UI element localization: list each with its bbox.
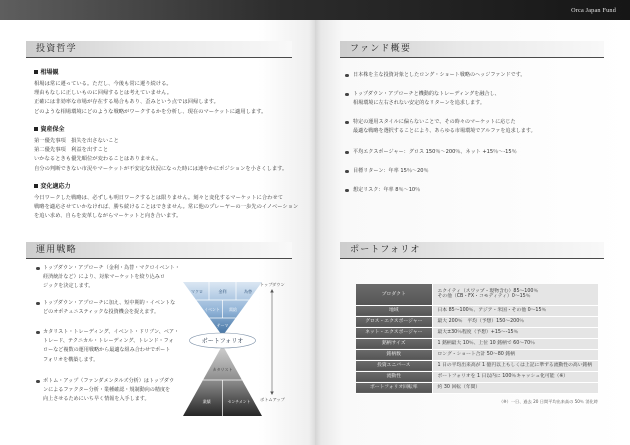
strategy-bullet — [43, 328, 179, 365]
square-marker-icon — [34, 127, 38, 131]
diagram-label: マクロ — [191, 289, 203, 294]
table-row — [356, 316, 598, 327]
bottom-up-label: ボトムアップ — [260, 397, 285, 402]
row-value: 日本 85～100％、アジア・米国・その他 0～15％ — [432, 305, 598, 316]
overview-bullet — [353, 71, 525, 80]
text-line: 目標リターン：年率 15％～20％ — [353, 168, 429, 174]
row-value: 1 日の平均出来高が 1 億円以上もしくは上記に準ずる流動性の高い銘柄 — [432, 360, 598, 371]
row-label: 銘柄数 — [356, 349, 432, 360]
text-line: 理由もなしに正しいものに回帰するとは考えていません。 — [34, 90, 173, 97]
diagram-label: イベント — [204, 307, 220, 312]
text-line: トレード、テクニカル・トレーディング、トレンド・フォ — [43, 338, 174, 345]
value-line: その他（CB・FX・コモディティ）0～15％ — [437, 294, 531, 300]
row-value: 最大±30％程度（予想）+15～-15％ — [432, 327, 598, 338]
overview-bullet — [353, 186, 420, 195]
text-line: ボトム・アップ（ファンダメンタルズ分析）はトップダウ — [43, 378, 174, 384]
table-row — [356, 349, 598, 360]
overview-bullet — [353, 167, 429, 176]
portfolio-center-label: ポートフォリオ — [201, 337, 244, 345]
subhead-market-view — [34, 69, 59, 76]
overview-bullet — [353, 118, 536, 136]
text-line: フォリオを構築します。 — [43, 356, 99, 363]
text-line: 日本株を主な投資対象としたロング・ショート戦略のヘッジファンドです。 — [353, 72, 526, 78]
text-line: トップダウン・アプローチと機動的なトレーディングを融合し、 — [353, 91, 500, 97]
overview-heading — [340, 41, 604, 58]
table-row — [356, 360, 598, 371]
diagram-label: テーマ — [216, 323, 229, 328]
portfolio-heading — [340, 242, 604, 259]
subhead-adaptability — [34, 183, 71, 190]
subhead-label: 相場観 — [40, 69, 59, 76]
row-label: 銘柄サイズ — [356, 338, 432, 349]
text-line: 特定の運用スタイルに偏らないことで、その時々のマーケットに応じた — [353, 119, 516, 125]
text-line: 平均エクスポージャー：グロス 150％～200％、ネット +15％～-15％ — [353, 149, 517, 155]
row-value — [432, 284, 598, 305]
square-marker-icon — [34, 70, 38, 74]
portfolio-title: ポートフォリオ — [350, 245, 421, 255]
brand-name: Orca Japan Fund — [571, 7, 616, 14]
top-header-bar — [0, 0, 630, 20]
adaptability-text — [34, 194, 298, 222]
row-label: 投資ユニバース — [356, 360, 432, 371]
market-view-text — [34, 80, 266, 117]
arrow-head-down-icon — [270, 392, 274, 396]
row-label: ネット・エクスポージャー — [356, 327, 432, 338]
row-value: 約 30 回転（年間） — [432, 382, 598, 393]
row-label: ポートフォリオ回転率 — [356, 382, 432, 393]
table-row — [356, 284, 598, 305]
page-fold — [309, 20, 321, 445]
square-marker-icon — [34, 184, 38, 188]
text-line: 今日ワークした戦略は、必ずしも明日ワークするとは限りません。刻々と変化するマーケットに合わせて — [34, 195, 284, 201]
text-line: いかなるときも優先順位が変わることはありません。 — [34, 156, 162, 163]
text-line: 第一優先事項 損失を出さないこと — [34, 138, 119, 144]
table-row — [356, 371, 598, 382]
row-label: グロス・エクスポージャー — [356, 316, 432, 327]
row-value: 1 銘柄最大 10％、上位 10 銘柄で 60～70％ — [432, 338, 598, 349]
row-value: 最大 200％ 平均（予想）150～200％ — [432, 316, 598, 327]
text-line: どのオポチュニスティックな投資機会を捉えます。 — [43, 309, 160, 316]
strategy-title: 運用戦略 — [36, 245, 77, 255]
overview-title: ファンド概要 — [350, 44, 412, 54]
subhead-label: 資産保全 — [40, 126, 65, 133]
subhead-capital-preservation — [34, 126, 65, 133]
philosophy-title: 投資哲学 — [36, 44, 77, 54]
text-line: 自分の判断できない市況やマーケットが不安定な状況になった時には速やかにポジションを小さくします。 — [34, 165, 288, 172]
diagram-label: センチメント — [227, 399, 251, 404]
text-line: ローなど複数の運用戦略から最適な組み合わせでポート — [43, 347, 171, 354]
arrow-head-up-icon — [270, 289, 274, 293]
text-line: ジックを決定します。 — [43, 283, 94, 290]
diagram-label: 需給 — [229, 307, 237, 312]
row-label: 地域 — [356, 305, 432, 316]
text-line: トップダウン・アプローチに加え、短中期的・イベントな — [43, 300, 176, 306]
philosophy-heading — [26, 41, 292, 58]
text-line: トップダウン・アプローチ（金利・為替・マクロイベント・ — [43, 265, 180, 271]
text-line: 第二優先事項 利益を出すこと — [34, 147, 109, 154]
table-row — [356, 382, 598, 393]
text-line: 相場環境に左右されない安定的なリターンを追求します。 — [353, 100, 485, 107]
row-label: プロダクト — [356, 284, 432, 305]
text-line: を追い求め、自らを変革しながらマーケットと向き合います。 — [34, 213, 182, 220]
diagram-label: 為替 — [244, 289, 252, 294]
top-down-label: トップダウン — [260, 282, 285, 287]
diagram-label: 業績 — [202, 399, 211, 404]
text-line: どのような相場環境にどのような戦略がワークするかを分析し、現在のマーケットに適用します。 — [34, 108, 267, 115]
strategy-bullet — [43, 264, 180, 292]
overview-bullet — [353, 90, 500, 108]
strategy-bullet — [43, 377, 174, 405]
table-footnote: （※）一日、過去 20 日間平均出来高の 50％ 消化時 — [498, 399, 598, 404]
text-line: 想定リスク：年率 8％～10％ — [353, 187, 421, 193]
row-label: 流動性 — [356, 371, 432, 382]
diagram-label: カタリスト — [212, 367, 233, 372]
capital-preservation-text — [34, 137, 287, 174]
portfolio-table — [356, 284, 598, 394]
text-line: ンによるファクター分析・業種確認・規制動向の精度を — [43, 387, 171, 394]
text-line: 正確には非効率な市場が存在する場合もあり、歪みという点では回帰します。 — [34, 99, 219, 106]
diagram-label: 金利 — [218, 289, 227, 294]
table-row — [356, 327, 598, 338]
text-line: 経済統計など）により、対象マーケットを絞り込みロ — [43, 274, 165, 281]
subhead-label: 変化適応力 — [40, 183, 71, 190]
text-line: 相場は常に遷っている。ただし、今後も常に遷り続ける。 — [34, 81, 172, 87]
table-row — [356, 305, 598, 316]
overview-bullet — [353, 148, 517, 157]
text-line: カタリスト・トレーディング、イベント・ドリブン、ペア・ — [43, 329, 180, 335]
strategy-heading — [26, 242, 292, 259]
value-line: エクイティ（スワップ・現物含む）85～100％ — [437, 288, 539, 294]
text-line: 最適な戦略を選択することにより、あらゆる市場環境でアルファを追求します。 — [353, 128, 536, 135]
row-value: ロング・ショート合計 50～80 銘柄 — [432, 349, 598, 360]
table-row — [356, 338, 598, 349]
hourglass-diagram — [178, 262, 303, 422]
row-value: ポートフォリオを 1 日以内に 100％キャッシュ化可能（※） — [432, 371, 598, 382]
text-line: 向上させるためにいち早く情報を入手します。 — [43, 396, 150, 403]
strategy-bullet — [43, 299, 175, 317]
text-line: 戦略を適応させていかなければ、勝ち続けることはできません。常に他のプレーヤーの一歩先のイノベーション — [34, 204, 299, 211]
